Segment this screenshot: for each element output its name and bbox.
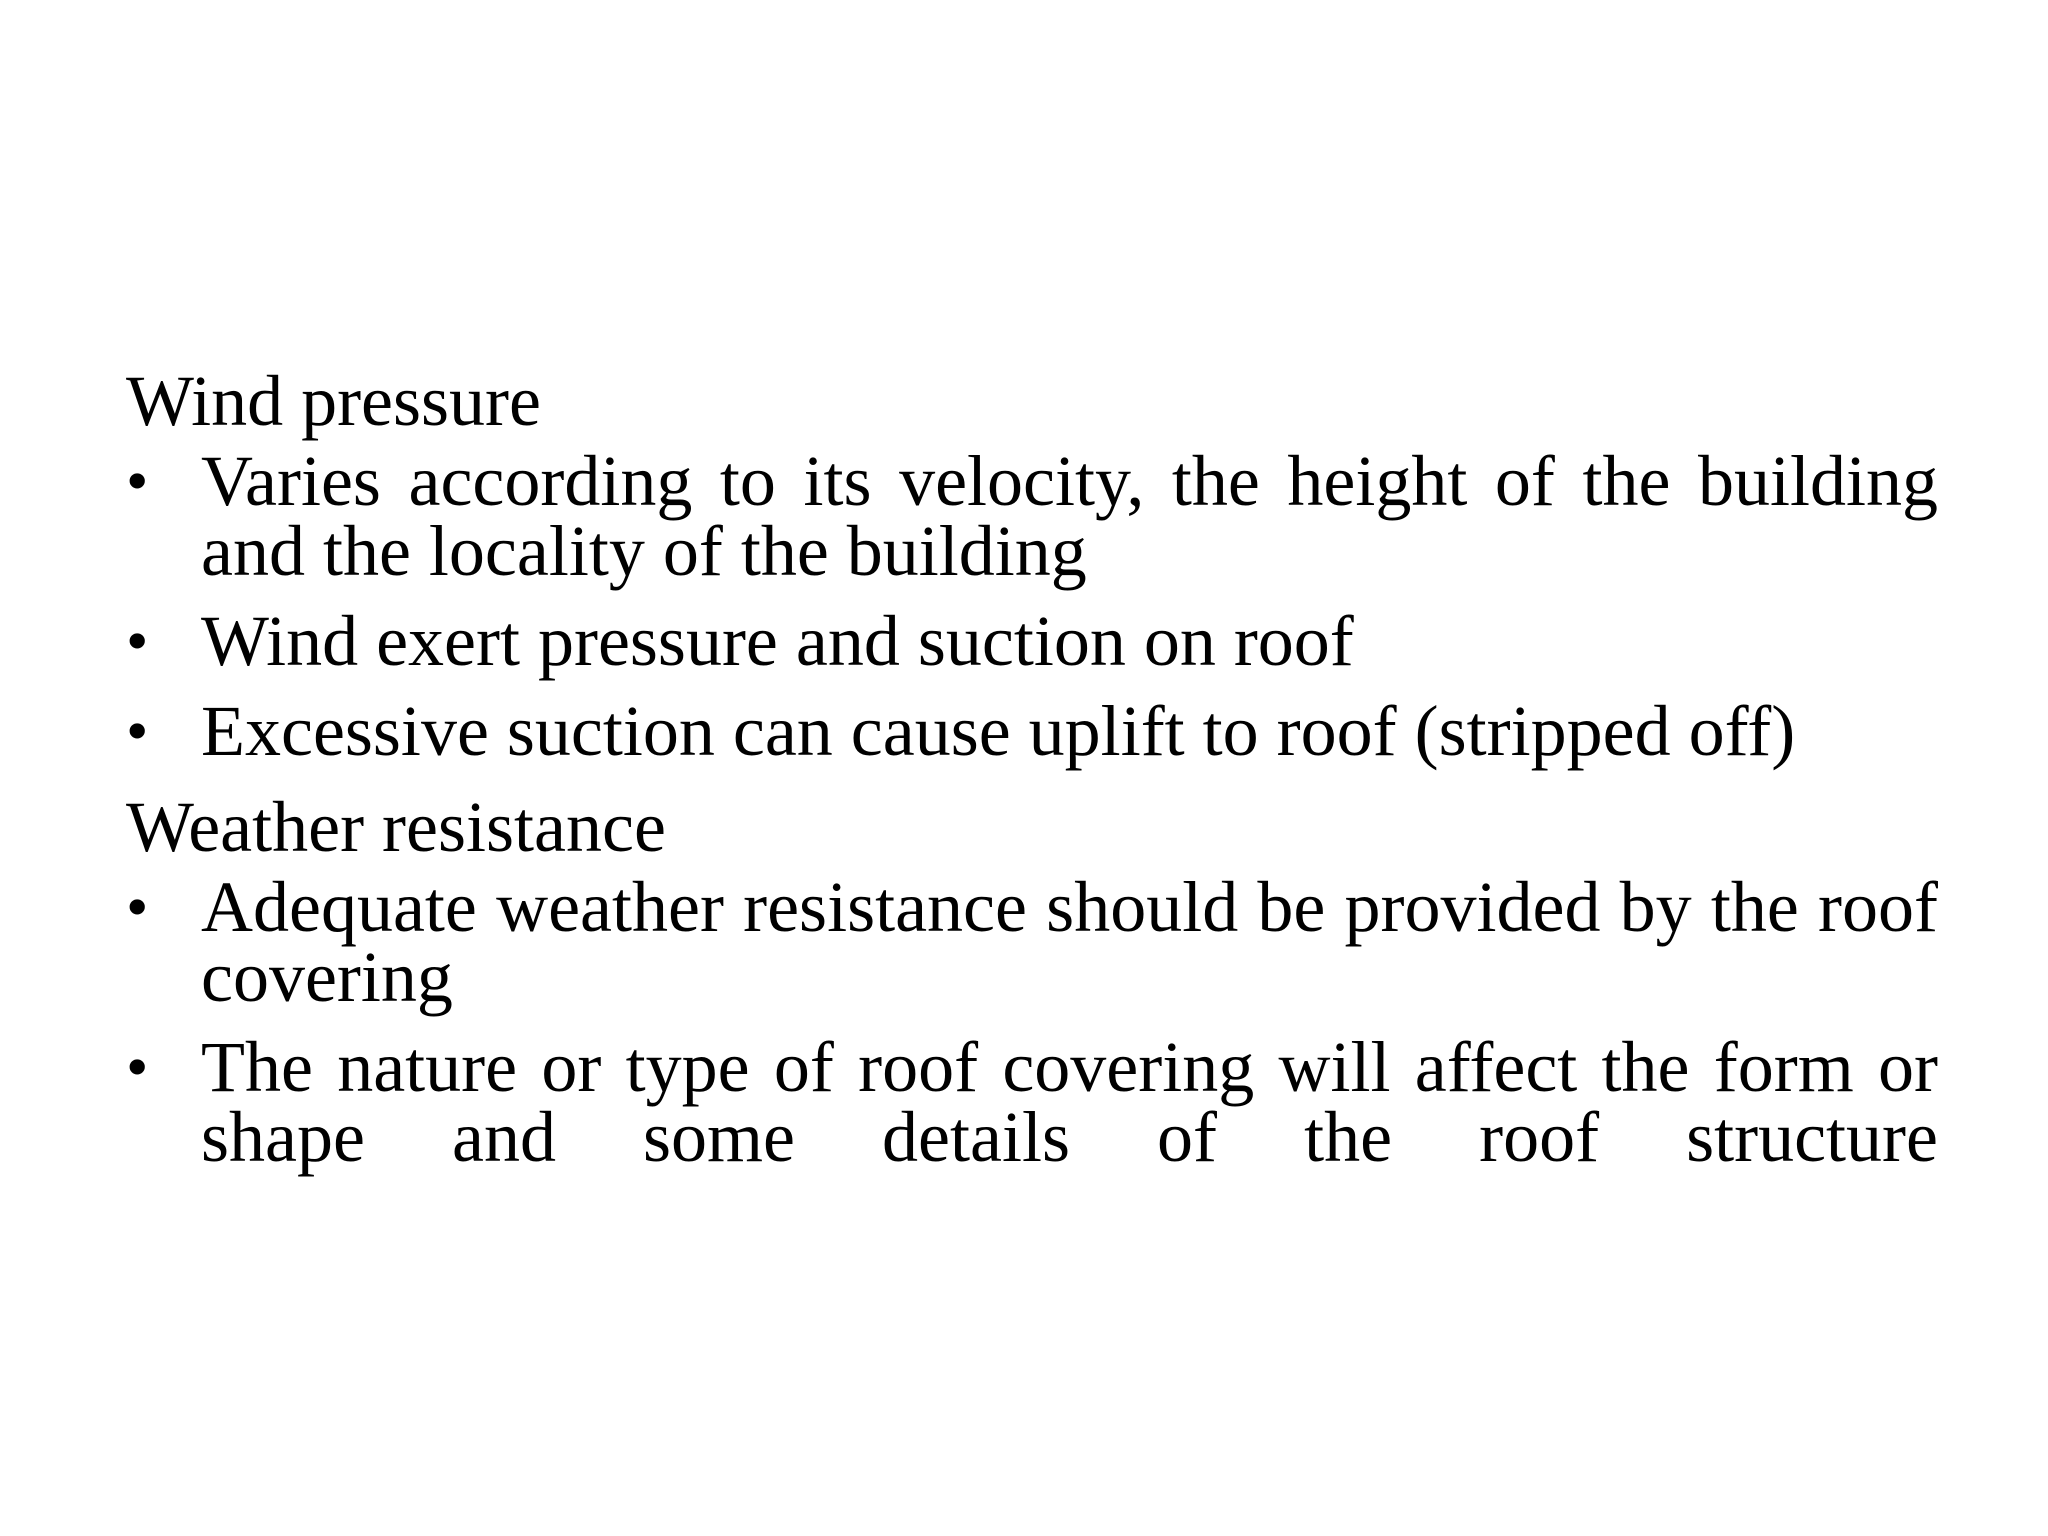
bullet-icon: •: [126, 445, 149, 516]
slide-content: [126, 360, 1938, 1192]
bullet-text: The nature or type of roof covering will affect the form or shape and some details of the roof structure: [201, 1027, 1938, 1177]
list-item: [126, 1027, 1938, 1177]
bullet-text: Wind exert pressure and suction on roof: [201, 601, 1354, 681]
bullet-text: Adequate weather resistance should be provided by the roof covering: [201, 867, 1938, 1017]
bullet-list-wind-pressure: [126, 441, 1938, 771]
list-item: [126, 691, 1938, 771]
list-item: [126, 867, 1938, 1017]
bullet-icon: •: [126, 1031, 149, 1102]
bullet-text: Varies according to its velocity, the height of the building and the locality of the building: [201, 441, 1938, 591]
bullet-list-weather-resistance: [126, 867, 1938, 1177]
list-item: [126, 601, 1938, 681]
list-item: [126, 441, 1938, 591]
bullet-text: Excessive suction can cause uplift to roof (stripped off): [201, 691, 1796, 771]
section-heading-weather-resistance: Weather resistance: [126, 787, 666, 867]
bullet-icon: •: [126, 695, 149, 766]
bullet-icon: •: [126, 605, 149, 676]
section-heading-wind-pressure: Wind pressure: [126, 361, 541, 441]
bullet-icon: •: [126, 871, 149, 942]
